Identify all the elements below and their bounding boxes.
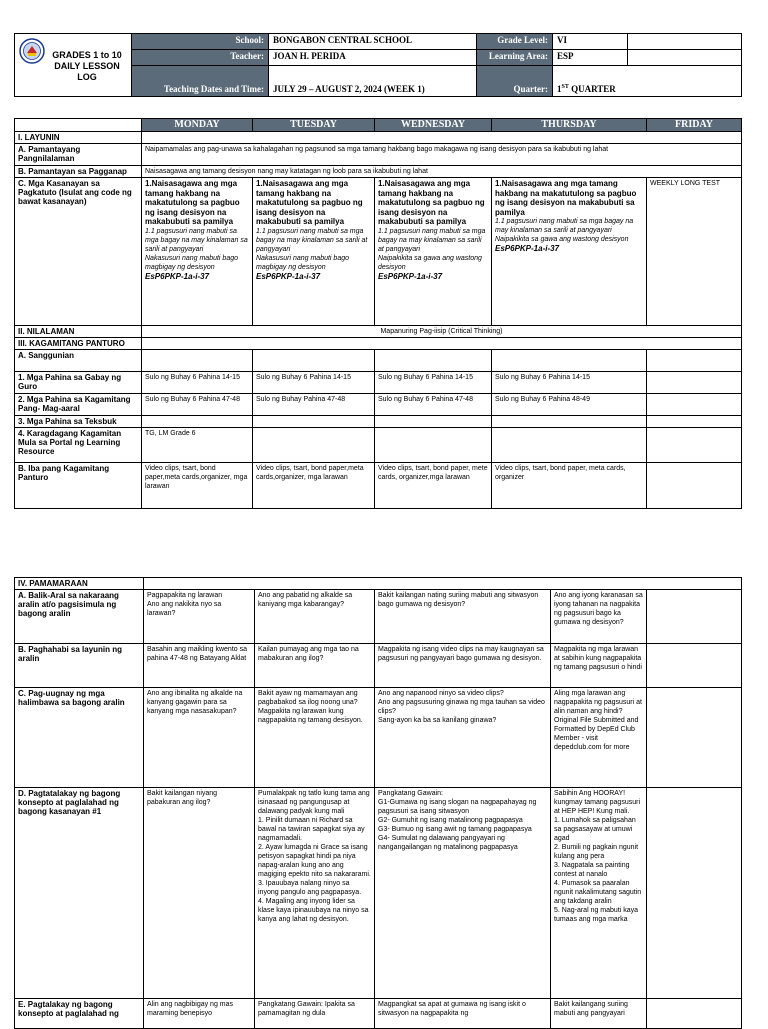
iba-tuesday: Video clips, tsart, bond paper,meta cards,organizer, mga larawan — [253, 463, 375, 509]
magaaral-monday: Sulo ng Buhay 6 Pahina 47-48 — [142, 394, 253, 416]
day-monday: MONDAY — [142, 119, 253, 132]
teacher-label: Teacher: — [132, 50, 269, 66]
gabay-monday: Sulo ng Buhay 6 Pahina 14-15 — [142, 372, 253, 394]
pamamaraan-heading: IV. PAMAMARAAN — [15, 578, 144, 590]
deped-seal-icon — [19, 38, 45, 64]
dates-label: Teaching Dates and Time: — [132, 66, 269, 97]
iba-label: B. Iba pang Kagamitang Panturo — [15, 463, 142, 509]
table-row: A. Balik-Aral sa nakaraang aralin at/o pagsisimula ng bagong aralin Pagpapakita ng larawan Ano ang nakikita nyo sa larawan? Ano ang pabatid ng alkalde sa kaniyang mga kabarangay? Bakit kailangan nating suriing mabuti ang sitwasyon bago gumawa ng desisyon? Ano ang iyong karanasan sa iyong tahanan na nagpakita ng pagsusuri bago ka gumawa ng desisyon? — [15, 590, 742, 644]
gabay-wednesday: Sulo ng Buhay 6 Pahina 14-15 — [375, 372, 492, 394]
magaaral-label: 2. Mga Pahina sa Kagamitang Pang- Mag-aaral — [15, 394, 142, 416]
magaaral-wednesday: Sulo ng Buhay 6 Pahina 47-48 — [375, 394, 492, 416]
quarter-label: Quarter: — [477, 66, 553, 97]
procedure-table — [14, 577, 742, 1029]
kasanayan-friday: WEEKLY LONG TEST — [647, 178, 742, 326]
header-title-cell — [15, 34, 132, 97]
header-table — [14, 33, 742, 97]
gabay-tuesday: Sulo ng Buhay 6 Pahina 14-15 — [253, 372, 375, 394]
area-label: Learning Area: — [477, 50, 553, 66]
iba-wednesday: Video clips, tsart, bond paper, mete cards, organizer,mga larawan — [375, 463, 492, 509]
kasanayan-wednesday: 1.Naisasagawa ang mga tamang hakbang na makatutulong sa pagbuo ng isang desisyon na makabubuti sa pamilya 1.1 pagsusuri nang mabuti sa mga bagay na may kinalaman sa sarili at pangyayari Naipakikita sa gawa ang wastong desisyon EsP6PKP-1a-i-37 — [375, 178, 492, 326]
area-value: ESP — [553, 50, 628, 66]
kagamitan-label: III. KAGAMITANG PANTURO — [15, 338, 142, 350]
quarter-value: 1ST QUARTER — [553, 66, 742, 97]
portal-label: 4. Karagdagang Kagamitan Mula sa Portal ng Learning Resource — [15, 428, 142, 463]
dates-value: JULY 29 – AUGUST 2, 2024 (WEEK 1) — [269, 66, 477, 97]
grade-value: VI — [553, 34, 628, 50]
gabay-label: 1. Mga Pahina sa Gabay ng Guro — [15, 372, 142, 394]
gabay-thursday: Sulo ng Buhay 6 Pahina 14-15 — [492, 372, 647, 394]
kasanayan-monday: 1.Naisasagawa ang mga tamang hakbang na makatutulong sa pagbuo ng isang desisyon na makabubuti sa pamilya 1.1 pagsusuri nang mabuti sa mga bagay na may kinalaman sa sarili at pangyayari Nakasusuri nang mabuti bago magbigay ng desisyon EsP6PKP-1a-i-37 — [142, 178, 253, 326]
kasanayan-label: C. Mga Kasanayan sa Pagkatuto (Isulat ang code ng bawat kasanayan) — [15, 178, 142, 326]
pagganap-label: B. Pamantayan sa Pagganap — [15, 166, 142, 178]
table-row: E. Pagtalakay ng bagong konsepto at paglalahad ng Alin ang nagbibigay ng mas maraming benepisyo Pangkatang Gawain: Ipakita sa pamamagitan ng dula Magpangkat sa apat at gumawa ng isang iskit o sitwasyon na nagpapakita ng Bakit kailangang suriing mabuti ang pangyayari — [15, 999, 742, 1029]
nilalaman-text: Mapanuring Pag-iisip (Critical Thinking) — [142, 326, 742, 338]
sanggunian-label: A. Sanggunian — [15, 350, 142, 372]
kasanayan-thursday: 1.Naisasagawa ang mga tamang hakbang na makatutulong sa pagbuo ng isang desisyon na makabubuti sa pamilya 1.1 pagsusuri nang mabuti sa mga bagay na may kinalaman sa sarili at pangyayari Naipakikita sa gawa ang wastong desisyon EsP6PKP-1a-i-37 — [492, 178, 647, 326]
pagganap-text: Naisasagawa ang tamang desisyon nang may katatagan ng loob para sa ikabubuti ng lahat — [142, 166, 742, 178]
table-row: B. Paghahabi sa layunin ng aralin Basahin ang maikling kwento sa pahina 47-48 ng Batayang Aklat Kailan pumayag ang mga tao na mabakuran ang ilog? Magpakita ng isang video clips na may kaugnayan sa pagsusuri ng pangyayari bago gumawa ng desisyon. Magpakita ng mga larawan at sabihin kung nagpapakita ng tamang pagsusuri o hindi — [15, 644, 742, 688]
table-row: D. Pagtatalakay ng bagong konsepto at paglalahad ng bagong kasanayan #1 Bakit kailangan niyang pabakuran ang ilog? Pumalakpak ng tatlo kung tama ang isinasaad ng pangungusap at dalawang padyak kung mali 1. Pinilit dumaan ni Richard sa bawal na tawiran sapagkat siya ay nagmamadali. 2. Ayaw lumagda ni Grace sa isang petisyon sapagkat hindi pa niya napag-aralan kung ano ang magiging epekto nito sa nakararami. 3. Ipauubaya nalang ninyo sa inyong pangulo ang pagpapasya. 4. Magaling ang inyong lider sa klase kaya ipinauubaya na ninyo sa kanya ang lahat ng desisyon. Pangkatang Gawain: G1-Gumawa ng isang slogan na nagpapahayag ng pagsusuri sa isang sitwasyon G2- Gumuhit ng isang matalinong pagpapasya G3- Bumuo ng isang awit ng tamang pagpapasya G4- Sumulat ng dalawang pangyayari ng nangangailangan ng matalinong pagpapasya Sabihin Ang HOORAY! kungmay tamang pagsusuri at HEP HEP! Kung mali. 1. Lumahok sa paligsahan sa pagsasayaw at umuwi agad 2. Bumili ng pagkain ngunit kulang ang pera 3. Nagpatala sa painting contest at nanalo 4. Pumasok sa paaralan ngunit nakalimutang sagutin ang takdang aralin 5. Nag-aral ng mabuti kaya tumaas ang mga marka — [15, 788, 742, 999]
objectives-table — [14, 118, 742, 509]
pamantayang-text: Naipamamalas ang pag-unawa sa kahalagahan ng pagsunod sa mga tamang hakbang bago makagawa ng isang desisyon para sa ikabubuti ng lahat — [142, 144, 742, 166]
grade-label: Grade Level: — [477, 34, 553, 50]
page-title: GRADES 1 to 10 DAILY LESSON LOG — [52, 49, 122, 82]
nilalaman-label: II. NILALAMAN — [15, 326, 142, 338]
iba-thursday: Video clips, tsart, bond paper, meta cards, organizer — [492, 463, 647, 509]
magaaral-tuesday: Sulo ng Buhay Pahina 47-48 — [253, 394, 375, 416]
day-friday: FRIDAY — [647, 119, 742, 132]
table-row: C. Pag-uugnay ng mga halimbawa sa bagong aralin Ano ang ibinalita ng alkalde na kanyang gagawin para sa kanyang mga nasasakupan? Bakit ayaw ng mamamayan ang pagbabakod sa ilog noong una? Magpakita ng larawan kung nagpapakita ng tamang desisyon. Ano ang napanood ninyo sa video clips? Ano ang pagsusuring ginawa ng mga tauhan sa video clips? Sang-ayon ka ba sa kanilang ginawa? Aling mga larawan ang nagpapakita ng pagsusuri at alin naman ang hindi? Original File Submitted and Formatted by DepEd Club Member - visit depedclub.com for more — [15, 688, 742, 788]
teksbuk-label: 3. Mga Pahina sa Teksbuk — [15, 416, 142, 428]
teacher-value: JOAN H. PERIDA — [269, 50, 477, 66]
pamantayang-label: A. Pamantayang Pangnilalaman — [15, 144, 142, 166]
school-value: BONGABON CENTRAL SCHOOL — [269, 34, 477, 50]
magaaral-thursday: Sulo ng Buhay 6 Pahina 48-49 — [492, 394, 647, 416]
day-tuesday: TUESDAY — [253, 119, 375, 132]
school-label: School: — [132, 34, 269, 50]
day-thursday: THURSDAY — [492, 119, 647, 132]
kasanayan-tuesday: 1.Naisasagawa ang mga tamang hakbang na makatutulong sa pagbuo ng isang desisyon na makabubuti sa pamilya 1.1 pagsusuri nang mabuti sa mga bagay na may kinalaman sa sarili at pangyayari Nakasusuri nang mabuti bago magbigay ng desisyon EsP6PKP-1a-i-37 — [253, 178, 375, 326]
iba-monday: Video clips, tsart, bond paper,meta cards,organizer, mga larawan — [142, 463, 253, 509]
portal-monday: TG, LM Grade 6 — [142, 428, 253, 463]
layunin-heading: I. LAYUNIN — [15, 132, 142, 144]
day-wednesday: WEDNESDAY — [375, 119, 492, 132]
